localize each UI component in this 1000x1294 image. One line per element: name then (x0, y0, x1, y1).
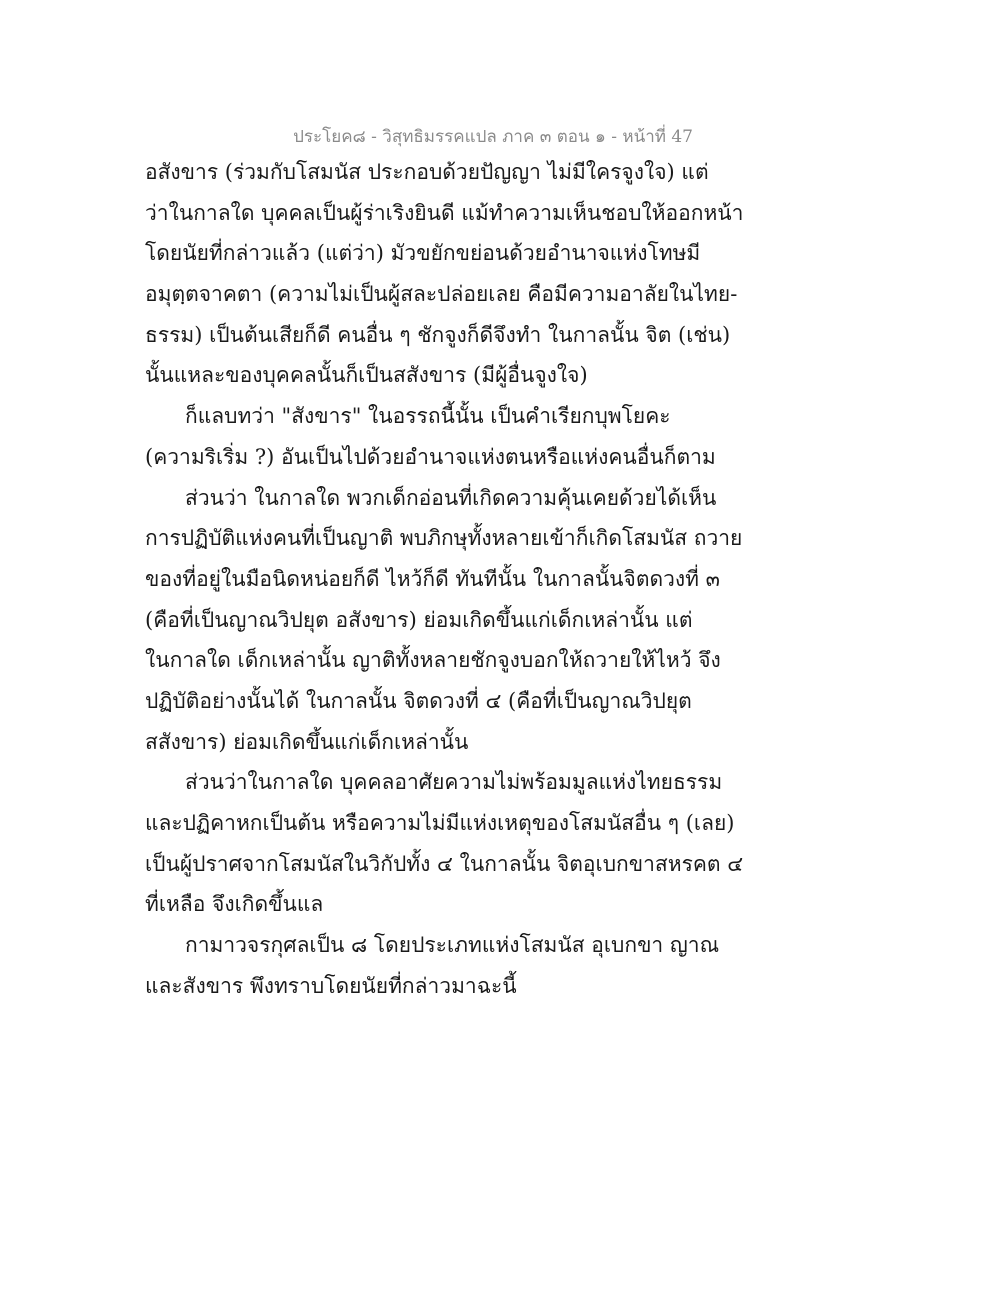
text-line: สสังขาร) ย่อมเกิดขึ้นแก่เด็กเหล่านั้น (145, 729, 469, 754)
paragraph-start-line: ส่วนว่าในกาลใด บุคคลอาศัยความไม่พร้อมมูลแห่งไทยธรรม (185, 770, 723, 795)
text-line: นั้นแหละของบุคคลนั้นก็เป็นสสังขาร (มีผู้อื่นจูงใจ) (145, 363, 588, 388)
paragraph-start-line: กามาวจรกุศลเป็น ๘ โดยประเภทแห่งโสมนัส อุเบกขา ญาณ (185, 933, 720, 958)
text-line: (คือที่เป็นญาณวิปยุต อสังขาร) ย่อมเกิดขึ้นแก่เด็กเหล่านั้น แต่ (145, 607, 693, 632)
text-line: และสังขาร พึงทราบโดยนัยที่กล่าวมาฉะนี้ (145, 973, 517, 998)
text-line: ว่าในกาลใด บุคคลเป็นผู้ร่าเริงยินดี แม้ทำความเห็นชอบให้ออกหน้า (145, 200, 744, 225)
text-line: ในกาลใด เด็กเหล่านั้น ญาติทั้งหลายชักจูงบอกให้ถวายให้ไหว้ จึง (145, 648, 721, 673)
running-header: ประโยค๘ - วิสุทธิมรรคแปล ภาค ๓ ตอน ๑ - หน้าที่ 47 (293, 127, 693, 147)
text-line: โดยนัยที่กล่าวแล้ว (แต่ว่า) มัวขยักขย่อนด้วยอำนาจแห่งโทษมี (145, 241, 701, 266)
body-text (145, 152, 744, 1006)
text-line: ปฏิบัติอย่างนั้นได้ ในกาลนั้น จิตดวงที่ ๔ (คือที่เป็นญาณวิปยุต (145, 688, 692, 713)
text-line: ธรรม) เป็นต้นเสียก็ดี คนอื่น ๆ ชักจูงก็ดีจึงทำ ในกาลนั้น จิต (เช่น) (145, 322, 731, 347)
text-line: และปฏิคาหกเป็นต้น หรือความไม่มีแห่งเหตุของโสมนัสอื่น ๆ (เลย) (145, 811, 735, 835)
text-line: ของที่อยู่ในมือนิดหน่อยก็ดี ไหว้ก็ดี ทันทีนั้น ในกาลนั้นจิตดวงที่ ๓ (145, 566, 721, 591)
text-line: อสังขาร (ร่วมกับโสมนัส ประกอบด้วยปัญญา ไม่มีใครจูงใจ) แต่ (145, 160, 709, 184)
text-line: อมุตฺตจาคตา (ความไม่เป็นผู้สละปล่อยเลย คือมีความอาลัยในไทย- (145, 282, 738, 307)
text-line: (ความริเริ่ม ?) อันเป็นไปด้วยอำนาจแห่งตนหรือแห่งคนอื่นก็ตาม (145, 444, 716, 469)
text-line: การปฏิบัติแห่งคนที่เป็นญาติ พบภิกษุทั้งหลายเข้าก็เกิดโสมนัส ถวาย (145, 526, 743, 551)
text-line: เป็นผู้ปราศจากโสมนัสในวิกัปทั้ง ๔ ในกาลนั้น จิตอุเบกขาสหรคต ๔ (145, 851, 744, 876)
paragraph-start-line: ส่วนว่า ในกาลใด พวกเด็กอ่อนที่เกิดความคุ้นเคยด้วยได้เห็น (185, 485, 717, 510)
paragraph-start-line: ก็แลบทว่า "สังขาร" ในอรรถนี้นั้น เป็นคำเรียกบุพโยคะ (185, 404, 671, 429)
text-line: ที่เหลือ จึงเกิดขึ้นแล (145, 892, 324, 917)
